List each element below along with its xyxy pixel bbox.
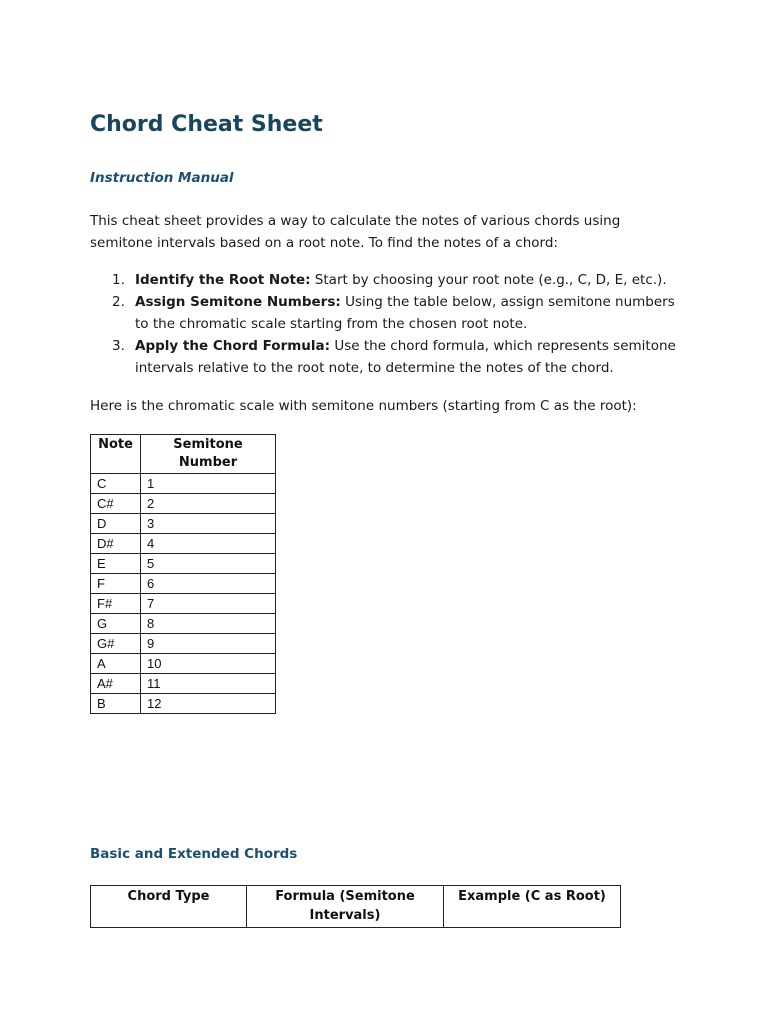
semitone-cell: 2 — [141, 494, 276, 514]
semitone-cell: 9 — [141, 634, 276, 654]
step-label: Apply the Chord Formula: — [135, 338, 331, 354]
semitone-cell: 8 — [141, 614, 276, 634]
semitone-table — [90, 434, 276, 714]
step-label: Identify the Root Note: — [135, 272, 311, 288]
note-cell: F# — [91, 594, 141, 614]
column-header-example: Example (C as Root) — [444, 886, 621, 928]
table-row — [91, 694, 276, 714]
table-row — [91, 554, 276, 574]
list-item — [90, 269, 680, 291]
semitone-cell: 10 — [141, 654, 276, 674]
step-number: 3. — [112, 338, 125, 354]
semitone-cell: 11 — [141, 674, 276, 694]
step-number: 2. — [112, 294, 125, 310]
table-header-row — [91, 886, 621, 928]
table-row — [91, 594, 276, 614]
note-cell: G — [91, 614, 141, 634]
column-header-semitone: Semitone Number — [141, 435, 276, 474]
note-cell: A# — [91, 674, 141, 694]
table-header-row — [91, 435, 276, 474]
semitone-cell: 12 — [141, 694, 276, 714]
list-item — [90, 335, 680, 379]
steps-list — [90, 269, 680, 379]
note-cell: F — [91, 574, 141, 594]
chord-table — [90, 885, 621, 928]
table-row — [91, 534, 276, 554]
table-row — [91, 634, 276, 654]
note-cell: C# — [91, 494, 141, 514]
note-cell: G# — [91, 634, 141, 654]
semitone-cell: 5 — [141, 554, 276, 574]
note-cell: C — [91, 474, 141, 494]
intro-paragraph: This cheat sheet provides a way to calculate the notes of various chords using semitone intervals based on a root note. To find the notes of a chord: — [90, 213, 621, 251]
table-row — [91, 494, 276, 514]
section-heading: Basic and Extended Chords — [90, 846, 298, 862]
step-text: Use the chord formula, which represents semitone intervals relative to the root note, to determine the notes of the chord. — [135, 338, 676, 376]
semitone-cell: 3 — [141, 514, 276, 534]
table-row — [91, 654, 276, 674]
semitone-cell: 7 — [141, 594, 276, 614]
subtitle: Instruction Manual — [90, 170, 234, 186]
semitone-table-body — [91, 474, 276, 714]
step-text: Using the table below, assign semitone numbers to the chromatic scale starting from the chosen root note. — [135, 294, 675, 332]
table-row — [91, 614, 276, 634]
note-cell: E — [91, 554, 141, 574]
step-number: 1. — [112, 272, 125, 288]
note-cell: A — [91, 654, 141, 674]
note-cell: D — [91, 514, 141, 534]
note-cell: B — [91, 694, 141, 714]
column-header-formula: Formula (Semitone Intervals) — [247, 886, 444, 928]
table-row — [91, 674, 276, 694]
note-cell: D# — [91, 534, 141, 554]
column-header-chord-type: Chord Type — [91, 886, 247, 928]
semitone-cell: 4 — [141, 534, 276, 554]
table-row — [91, 574, 276, 594]
table-row — [91, 514, 276, 534]
semitone-cell: 1 — [141, 474, 276, 494]
table-row — [91, 474, 276, 494]
column-header-note: Note — [91, 435, 141, 474]
page-title: Chord Cheat Sheet — [90, 112, 323, 137]
scale-intro-paragraph: Here is the chromatic scale with semitone numbers (starting from C as the root): — [90, 398, 637, 414]
semitone-cell: 6 — [141, 574, 276, 594]
step-label: Assign Semitone Numbers: — [135, 294, 341, 310]
step-text: Start by choosing your root note (e.g., C, D, E, etc.). — [310, 272, 667, 288]
list-item — [90, 291, 680, 335]
